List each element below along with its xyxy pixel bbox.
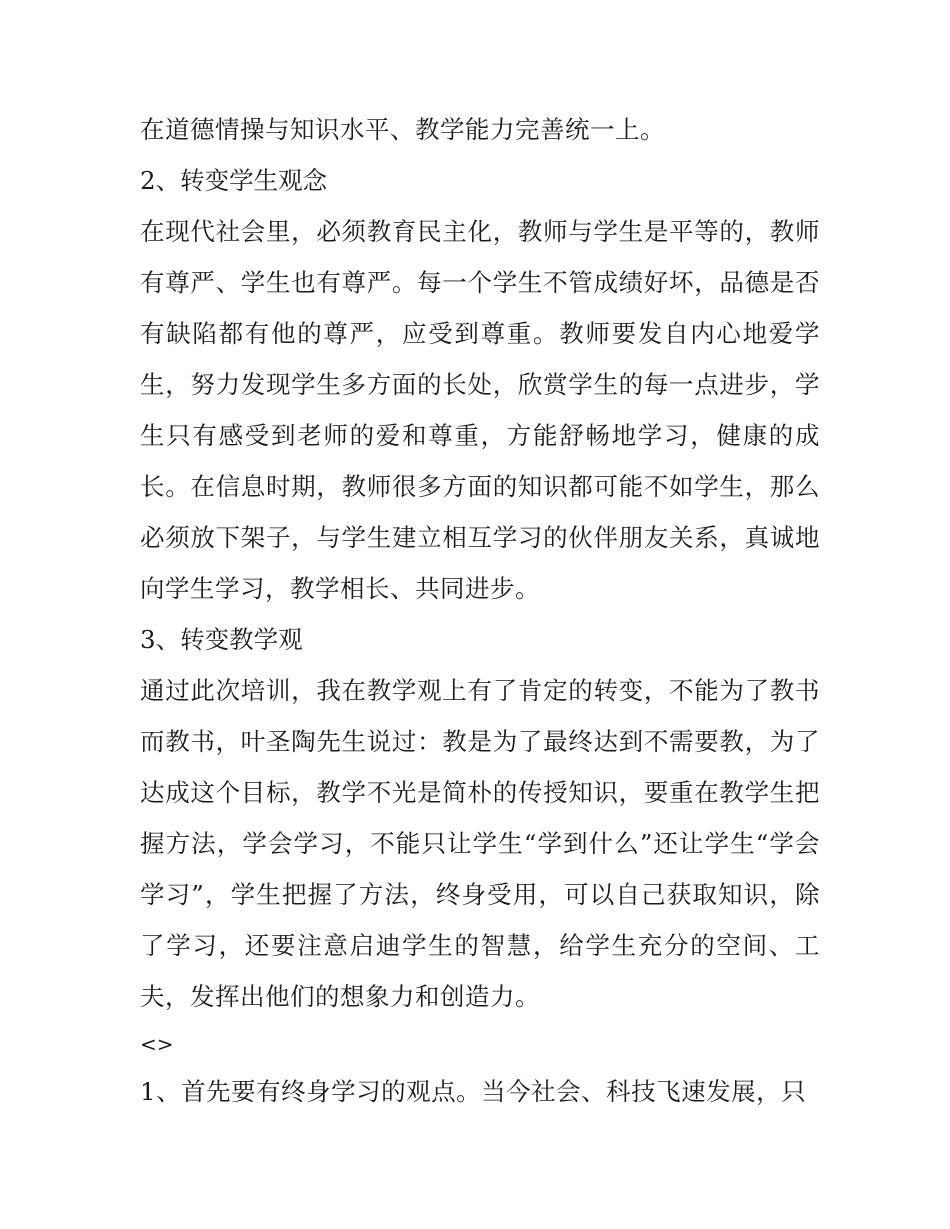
- paragraph-student-view: 在现代社会里，必须教育民主化，教师与学生是平等的，教师有尊严、学生也有尊严。每一个学生不管成绩好坏，品德是否有缺陷都有他的尊严，应受到尊重。教师要发自内心地爱学生，努力发现学生多方面的长处，欣赏学生的每一点进步，学生只有感受到老师的爱和尊重，方能舒畅地学习，健康的成长。在信息时期，教师很多方面的知识都可能不如学生，那么必须放下架子，与学生建立相互学习的伙伴朋友关系，真诚地向学生学习，教学相长、共同进步。: [140, 217, 820, 603]
- paragraph-teaching-view: 通过此次培训，我在教学观上有了肯定的转变，不能为了教书而教书，叶圣陶先生说过：教是为了最终达到不需要教，为了达成这个目标，教学不光是简朴的传授知识，要重在教学生把握方法，学会学习，不能只让学生“学到什么”还让学生“学会学习”，学生把握了方法，终身受用，可以自己获取知识，除了学习，还要注意启迪学生的智慧，给学生充分的空间、工夫，发挥出他们的想象力和创造力。: [140, 676, 820, 1011]
- paragraph-lifelong-learning: 1、首先要有终身学习的观点。当今社会、科技飞速发展，只: [140, 1077, 807, 1106]
- section-marker: <>: [140, 1032, 174, 1056]
- section-heading-3: 3、转变教学观: [140, 625, 303, 654]
- document-body: [140, 104, 820, 1117]
- paragraph-continuation: 在道德情操与知识水平、教学能力完善统一上。: [140, 115, 665, 144]
- section-heading-2: 2、转变学生观念: [140, 166, 328, 195]
